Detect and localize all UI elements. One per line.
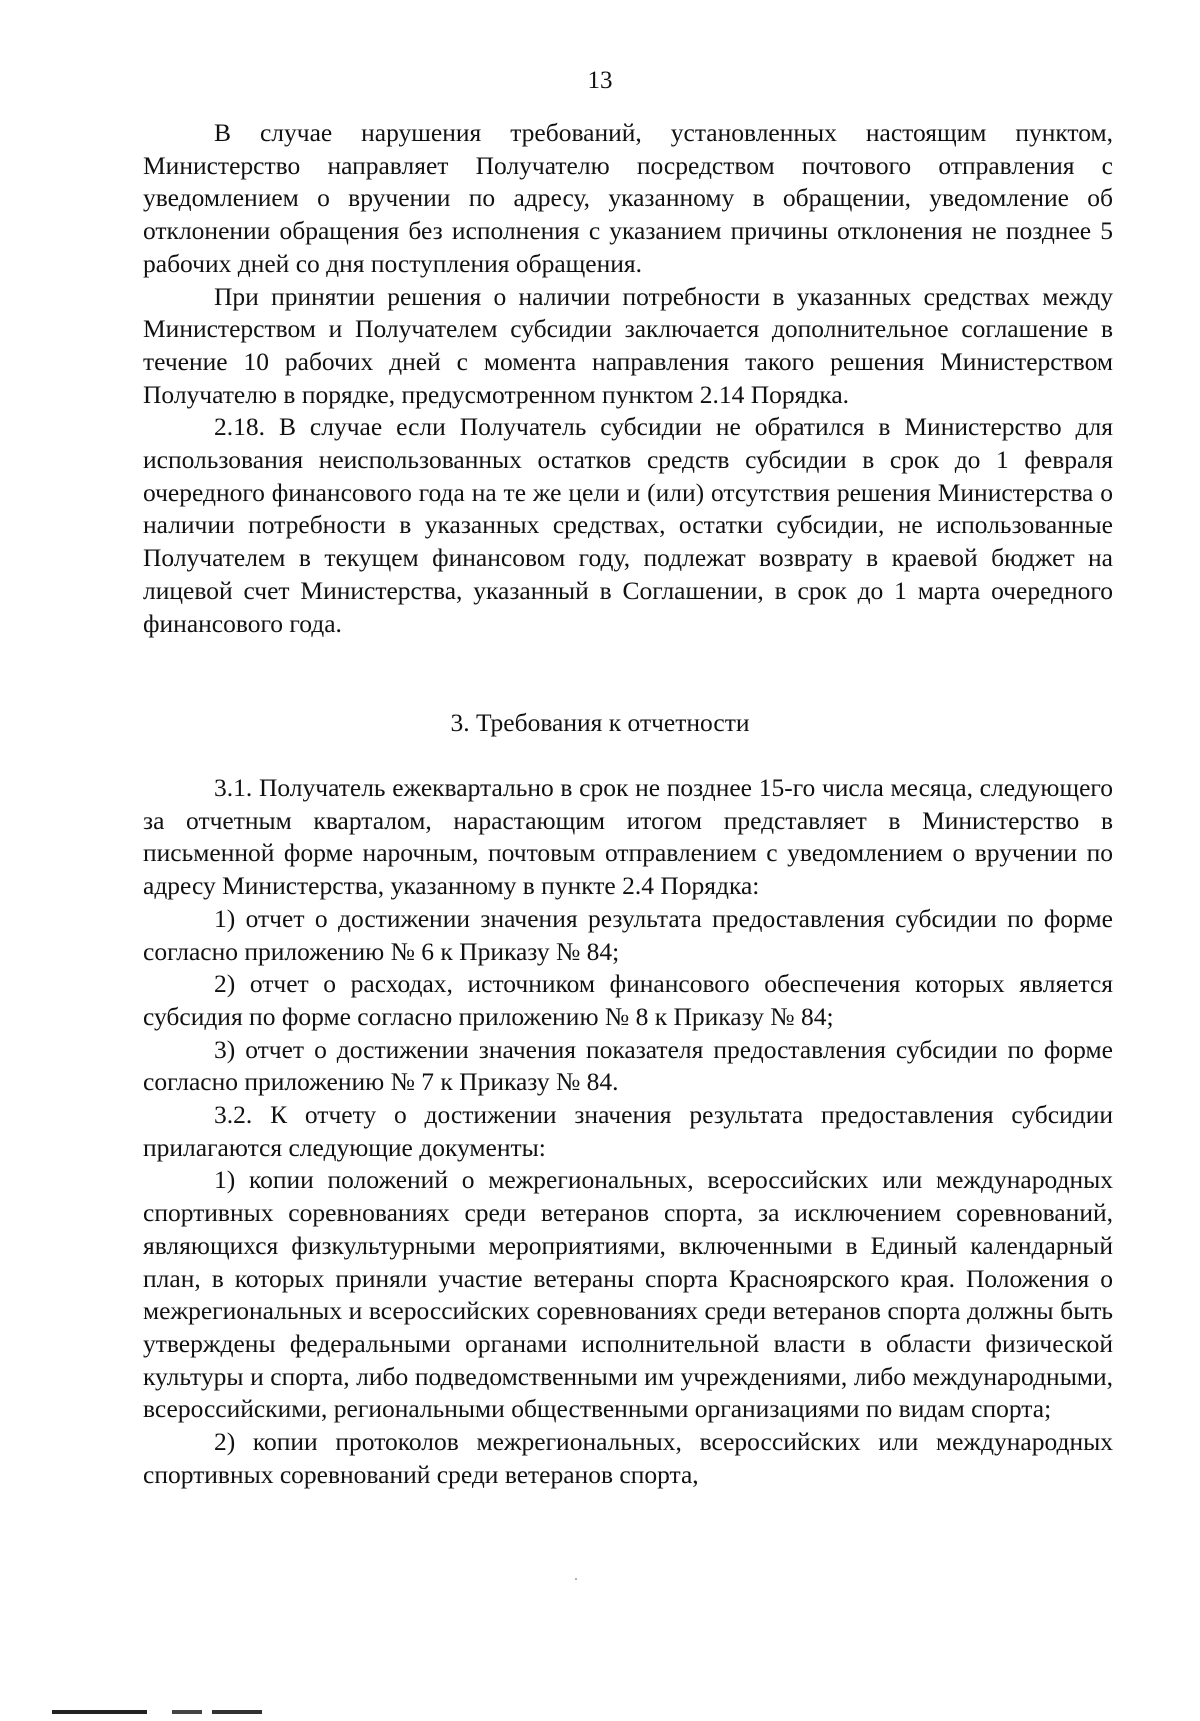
section-3-heading: 3. Требования к отчетности (450, 708, 750, 737)
section-2-continued (143, 117, 1113, 640)
paragraph-additional-agreement: При принятии решения о наличии потребности в указанных средствах между Министерством и Получателем субсидии заключается дополнительное соглашение в течение 10 рабочих дней с момента направления такого решения Министерством Получателю в порядке, предусмотренном пунктом 2.14 Порядка. (143, 281, 1113, 409)
paragraph-3-1: 3.1. Получатель ежеквартально в срок не позднее 15-го числа месяца, следующего за отчетным кварталом, нарастающим итогом представляет в Министерство в письменной форме нарочным, почтовым отправлением с уведомлением о вручении по адресу Министерства, указанному в пункте 2.4 Порядка: (143, 773, 1113, 901)
scan-speck (575, 1578, 577, 1580)
list-item-regulations-copies: 1) копии положений о межрегиональных, всероссийских или международных спортивных соревнованиях среди ветеранов спорта, за исключением соревнований, являющихся физкультурными мероприятиями, включенными в Единый календарный план, в которых приняли участие ветераны спорта Красноярского края. Положения о межрегиональных и всероссийских соревнованиях среди ветеранов спорта должны быть утверждены федеральными органами исполнительной власти в области физической культуры и спорта, либо подведомственными им учреждениями, либо международными, всероссийскими, региональными общественными организациями по видам спорта; (143, 1165, 1113, 1424)
paragraph-violation-notice: В случае нарушения требований, установленных настоящим пунктом, Министерство направляет Получателю посредством почтового отправления с уведомлением о вручении по адресу, указанному в обращении, уведомление об отклонении обращения без исполнения с указанием причины отклонения не позднее 5 рабочих дней со дня поступления обращения. (143, 118, 1113, 278)
section-3-body (143, 772, 1113, 1491)
paragraph-3-2: 3.2. К отчету о достижении значения результата предоставления субсидии прилагаются следующие документы: (143, 1100, 1113, 1162)
list-item-protocols-copies: 2) копии протоколов межрегиональных, всероссийских или международных спортивных соревнований среди ветеранов спорта, (143, 1427, 1113, 1489)
page-number: 13 (587, 67, 613, 94)
list-item-report-result: 1) отчет о достижении значения результата предоставления субсидии по форме согласно приложению № 6 к Приказу № 84; (143, 903, 1113, 966)
scan-edge-mark (52, 1710, 262, 1714)
list-item-report-expenses: 2) отчет о расходах, источником финансового обеспечения которых является субсидия по форме согласно приложению № 8 к Приказу № 84; (143, 969, 1113, 1031)
paragraph-2-18: 2.18. В случае если Получатель субсидии не обратился в Министерство для использования неиспользованных остатков средств субсидии в срок до 1 февраля очередного финансового года на те же цели и (или) отсутствия решения Министерства о наличии потребности в указанных средствах, остатки субсидии, не использованные Получателем в текущем финансовом году, подлежат возврату в краевой бюджет на лицевой счет Министерства, указанный в Соглашении, в срок до 1 марта очередного финансового года. (143, 412, 1113, 638)
list-item-report-indicator: 3) отчет о достижении значения показателя предоставления субсидии по форме согласно приложению № 7 к Приказу № 84. (143, 1034, 1113, 1097)
